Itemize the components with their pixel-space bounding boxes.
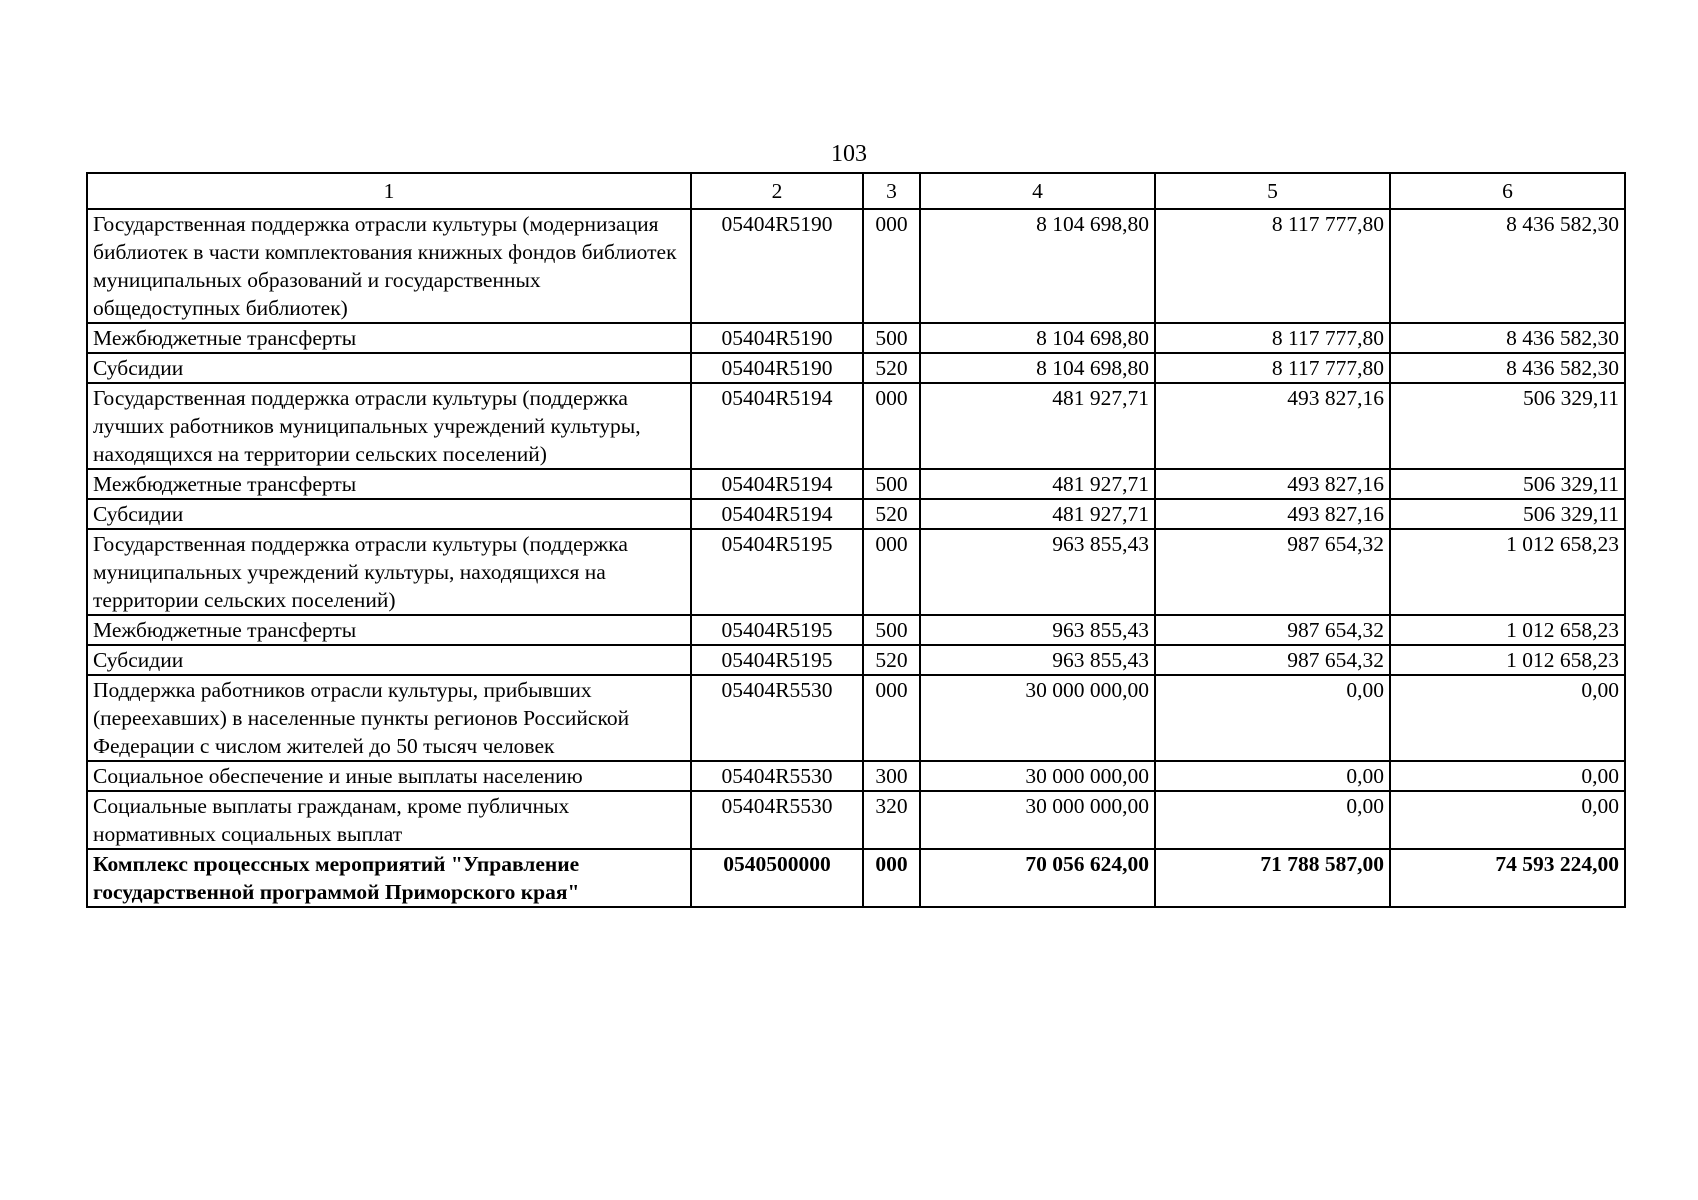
row-code-cell: 05404R5195 xyxy=(691,529,863,615)
row-name-cell: Поддержка работников отрасли культуры, прибывших (переехавших) в населенные пункты регионов Российской Федерации с числом жителей до 50 тысяч человек xyxy=(87,675,691,761)
row-name-cell: Субсидии xyxy=(87,645,691,675)
table-row xyxy=(87,615,1625,645)
row-amount-col5: 71 788 587,00 xyxy=(1155,849,1390,907)
row-amount-col4: 30 000 000,00 xyxy=(920,761,1155,791)
table-row xyxy=(87,353,1625,383)
row-name-cell: Межбюджетные трансферты xyxy=(87,615,691,645)
row-amount-col5: 0,00 xyxy=(1155,675,1390,761)
row-name-cell: Субсидии xyxy=(87,353,691,383)
row-type-cell: 500 xyxy=(863,469,920,499)
row-type-cell: 520 xyxy=(863,645,920,675)
table-row xyxy=(87,209,1625,323)
row-type-cell: 520 xyxy=(863,353,920,383)
row-type-cell: 000 xyxy=(863,209,920,323)
row-type-cell: 000 xyxy=(863,849,920,907)
row-code-cell: 05404R5194 xyxy=(691,469,863,499)
row-name-cell: Государственная поддержка отрасли культуры (поддержка лучших работников муниципальных учреждений культуры, находящихся на территории сельских поселений) xyxy=(87,383,691,469)
row-code-cell: 05404R5194 xyxy=(691,499,863,529)
row-amount-col6: 74 593 224,00 xyxy=(1390,849,1625,907)
table-row xyxy=(87,383,1625,469)
row-amount-col5: 8 117 777,80 xyxy=(1155,353,1390,383)
table-row xyxy=(87,529,1625,615)
row-code-cell: 05404R5530 xyxy=(691,761,863,791)
column-header-6: 6 xyxy=(1390,173,1625,209)
column-header-2: 2 xyxy=(691,173,863,209)
row-name-cell: Субсидии xyxy=(87,499,691,529)
row-amount-col6: 8 436 582,30 xyxy=(1390,353,1625,383)
column-header-3: 3 xyxy=(863,173,920,209)
row-amount-col4: 963 855,43 xyxy=(920,645,1155,675)
row-name-cell: Межбюджетные трансферты xyxy=(87,469,691,499)
table-row xyxy=(87,675,1625,761)
row-amount-col5: 493 827,16 xyxy=(1155,469,1390,499)
row-amount-col5: 0,00 xyxy=(1155,791,1390,849)
row-amount-col6: 506 329,11 xyxy=(1390,499,1625,529)
table-row xyxy=(87,323,1625,353)
row-type-cell: 000 xyxy=(863,529,920,615)
row-name-cell: Межбюджетные трансферты xyxy=(87,323,691,353)
table-row xyxy=(87,791,1625,849)
row-name-cell: Комплекс процессных мероприятий "Управление государственной программой Приморского края" xyxy=(87,849,691,907)
row-name-cell: Социальные выплаты гражданам, кроме публичных нормативных социальных выплат xyxy=(87,791,691,849)
row-amount-col4: 70 056 624,00 xyxy=(920,849,1155,907)
row-amount-col4: 481 927,71 xyxy=(920,499,1155,529)
table-row xyxy=(87,469,1625,499)
row-amount-col4: 30 000 000,00 xyxy=(920,675,1155,761)
row-name-cell: Государственная поддержка отрасли культуры (поддержка муниципальных учреждений культуры, находящихся на территории сельских поселений) xyxy=(87,529,691,615)
row-amount-col6: 506 329,11 xyxy=(1390,383,1625,469)
row-amount-col4: 8 104 698,80 xyxy=(920,353,1155,383)
row-amount-col6: 1 012 658,23 xyxy=(1390,615,1625,645)
row-code-cell: 05404R5530 xyxy=(691,675,863,761)
table-row xyxy=(87,645,1625,675)
row-amount-col5: 0,00 xyxy=(1155,761,1390,791)
table-row xyxy=(87,761,1625,791)
row-amount-col4: 481 927,71 xyxy=(920,383,1155,469)
row-amount-col6: 8 436 582,30 xyxy=(1390,323,1625,353)
row-amount-col6: 1 012 658,23 xyxy=(1390,529,1625,615)
row-name-cell: Социальное обеспечение и иные выплаты населению xyxy=(87,761,691,791)
row-type-cell: 500 xyxy=(863,323,920,353)
row-amount-col6: 0,00 xyxy=(1390,791,1625,849)
page-number: 103 xyxy=(831,141,867,167)
row-code-cell: 05404R5195 xyxy=(691,615,863,645)
row-amount-col5: 987 654,32 xyxy=(1155,645,1390,675)
row-amount-col5: 493 827,16 xyxy=(1155,499,1390,529)
row-amount-col5: 987 654,32 xyxy=(1155,615,1390,645)
row-amount-col6: 506 329,11 xyxy=(1390,469,1625,499)
column-header-4: 4 xyxy=(920,173,1155,209)
row-type-cell: 300 xyxy=(863,761,920,791)
row-type-cell: 000 xyxy=(863,675,920,761)
row-amount-col4: 8 104 698,80 xyxy=(920,323,1155,353)
row-amount-col5: 987 654,32 xyxy=(1155,529,1390,615)
row-amount-col4: 963 855,43 xyxy=(920,615,1155,645)
row-amount-col6: 0,00 xyxy=(1390,675,1625,761)
total-row xyxy=(87,849,1625,907)
row-type-cell: 500 xyxy=(863,615,920,645)
table-row xyxy=(87,499,1625,529)
row-code-cell: 05404R5530 xyxy=(691,791,863,849)
row-amount-col4: 963 855,43 xyxy=(920,529,1155,615)
row-code-cell: 05404R5190 xyxy=(691,323,863,353)
row-code-cell: 05404R5190 xyxy=(691,353,863,383)
row-amount-col4: 8 104 698,80 xyxy=(920,209,1155,323)
row-amount-col5: 493 827,16 xyxy=(1155,383,1390,469)
row-code-cell: 05404R5190 xyxy=(691,209,863,323)
column-header-5: 5 xyxy=(1155,173,1390,209)
row-amount-col6: 0,00 xyxy=(1390,761,1625,791)
budget-table xyxy=(86,172,1626,908)
row-code-cell: 05404R5194 xyxy=(691,383,863,469)
row-type-cell: 320 xyxy=(863,791,920,849)
row-code-cell: 0540500000 xyxy=(691,849,863,907)
row-name-cell: Государственная поддержка отрасли культуры (модернизация библиотек в части комплектования книжных фондов библиотек муниципальных образований и государственных общедоступных библиотек) xyxy=(87,209,691,323)
row-code-cell: 05404R5195 xyxy=(691,645,863,675)
row-type-cell: 000 xyxy=(863,383,920,469)
header-row xyxy=(87,173,1625,209)
row-amount-col6: 8 436 582,30 xyxy=(1390,209,1625,323)
row-amount-col6: 1 012 658,23 xyxy=(1390,645,1625,675)
row-amount-col4: 30 000 000,00 xyxy=(920,791,1155,849)
row-amount-col5: 8 117 777,80 xyxy=(1155,209,1390,323)
row-amount-col4: 481 927,71 xyxy=(920,469,1155,499)
row-type-cell: 520 xyxy=(863,499,920,529)
row-amount-col5: 8 117 777,80 xyxy=(1155,323,1390,353)
column-header-1: 1 xyxy=(87,173,691,209)
